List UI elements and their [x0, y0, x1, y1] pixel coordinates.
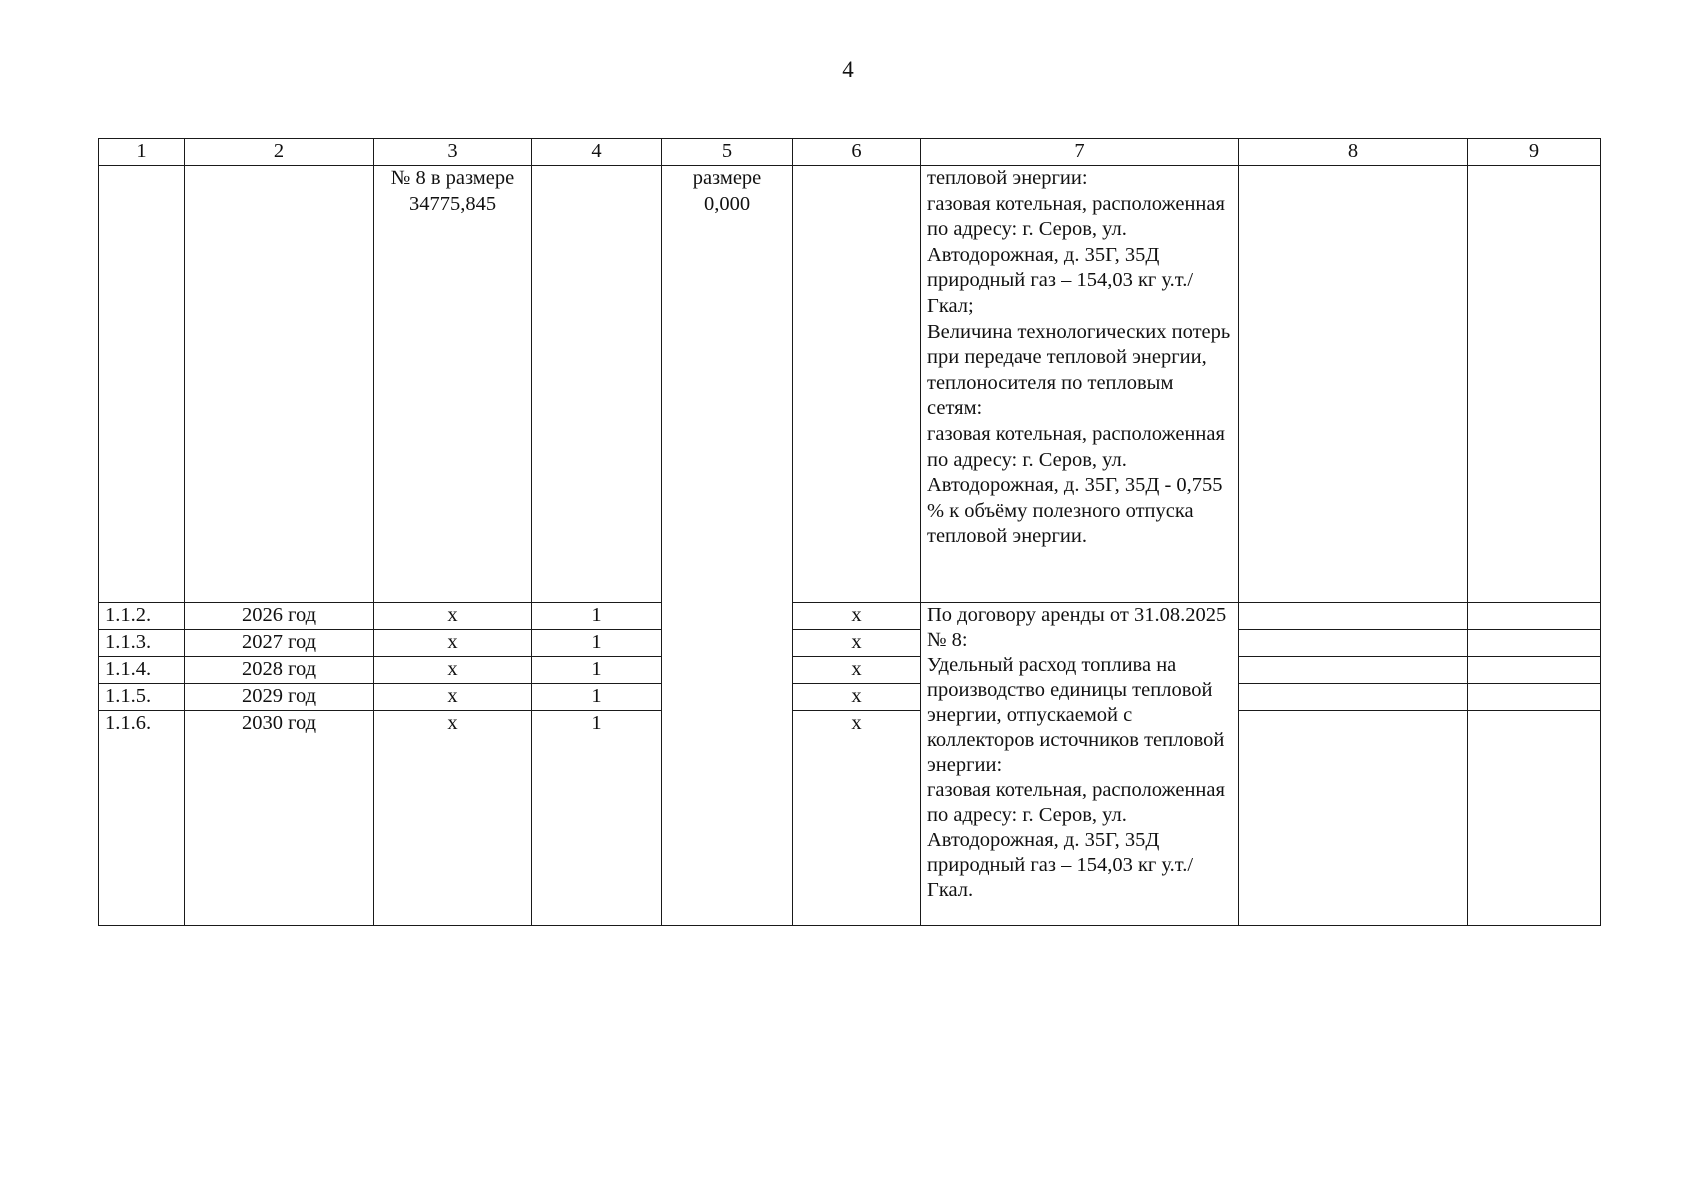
table-row — [99, 657, 1601, 684]
cell-empty — [99, 166, 185, 603]
cell-col4: 1 — [532, 603, 662, 630]
cell-empty — [1468, 711, 1601, 926]
cell-col5-amount: размере 0,000 — [662, 166, 793, 926]
cell-empty — [1239, 166, 1468, 603]
cell-empty — [1239, 657, 1468, 684]
cell-empty — [185, 166, 374, 603]
cell-year: 2029 год — [185, 684, 374, 711]
header-col-3: 3 — [374, 139, 532, 166]
table-row — [99, 684, 1601, 711]
data-table — [98, 138, 1601, 926]
header-col-8: 8 — [1239, 139, 1468, 166]
header-col-4: 4 — [532, 139, 662, 166]
cell-col4: 1 — [532, 630, 662, 657]
cell-year: 2027 год — [185, 630, 374, 657]
header-col-5: 5 — [662, 139, 793, 166]
cell-empty — [1239, 603, 1468, 630]
cell-empty — [532, 166, 662, 603]
cell-empty — [1239, 711, 1468, 926]
cell-empty — [1239, 630, 1468, 657]
cell-indicators-text: тепловой энергии: газовая котельная, расположенная по адресу: г. Серов, ул. Автодорожная, д. 35Г, 35Д природный газ – 154,03 кг у.т./Гкал; Величина технологических потерь при передаче тепловой энергии, теплоносителя по тепловым сетям: газовая котельная, расположенная по адресу: г. Серов, ул. Автодорожная, д. 35Г, 35Д - 0,755 % к объёму полезного отпуска тепловой энергии. — [921, 166, 1239, 603]
cell-item-number: 1.1.4. — [99, 657, 185, 684]
cell-year: 2028 год — [185, 657, 374, 684]
cell-col6: х — [793, 657, 921, 684]
column-number-header-row — [99, 139, 1601, 166]
cell-col6: х — [793, 684, 921, 711]
table-row — [99, 711, 1601, 926]
header-col-7: 7 — [921, 139, 1239, 166]
cell-empty — [1468, 657, 1601, 684]
continuation-row — [99, 166, 1601, 603]
cell-col3: х — [374, 711, 532, 926]
cell-col6: х — [793, 603, 921, 630]
cell-contract-amount: № 8 в размере 34775,845 — [374, 166, 532, 603]
cell-col3: х — [374, 657, 532, 684]
cell-col4: 1 — [532, 657, 662, 684]
header-col-1: 1 — [99, 139, 185, 166]
table-row — [99, 630, 1601, 657]
cell-year: 2026 год — [185, 603, 374, 630]
cell-item-number: 1.1.3. — [99, 630, 185, 657]
cell-year: 2030 год — [185, 711, 374, 926]
cell-empty — [1468, 630, 1601, 657]
cell-col6: х — [793, 630, 921, 657]
cell-item-number: 1.1.5. — [99, 684, 185, 711]
cell-col3: х — [374, 603, 532, 630]
cell-col4: 1 — [532, 711, 662, 926]
cell-col3: х — [374, 630, 532, 657]
cell-empty — [1468, 603, 1601, 630]
cell-item-number: 1.1.6. — [99, 711, 185, 926]
cell-empty — [1239, 684, 1468, 711]
header-col-2: 2 — [185, 139, 374, 166]
header-col-6: 6 — [793, 139, 921, 166]
cell-lease-indicators-text: По договору аренды от 31.08.2025 № 8: Удельный расход топлива на производство единицы тепловой энергии, отпускаемой с коллекторов источников тепловой энергии: газовая котельная, расположенная по адресу: г. Серов, ул. Автодорожная, д. 35Г, 35Д природный газ – 154,03 кг у.т./Гкал. — [921, 603, 1239, 926]
page-number: 4 — [842, 57, 854, 82]
header-col-9: 9 — [1468, 139, 1601, 166]
cell-item-number: 1.1.2. — [99, 603, 185, 630]
table-row — [99, 603, 1601, 630]
cell-col4: 1 — [532, 684, 662, 711]
cell-empty — [793, 166, 921, 603]
cell-empty — [1468, 684, 1601, 711]
cell-empty — [1468, 166, 1601, 603]
cell-col6: х — [793, 711, 921, 926]
cell-col3: х — [374, 684, 532, 711]
